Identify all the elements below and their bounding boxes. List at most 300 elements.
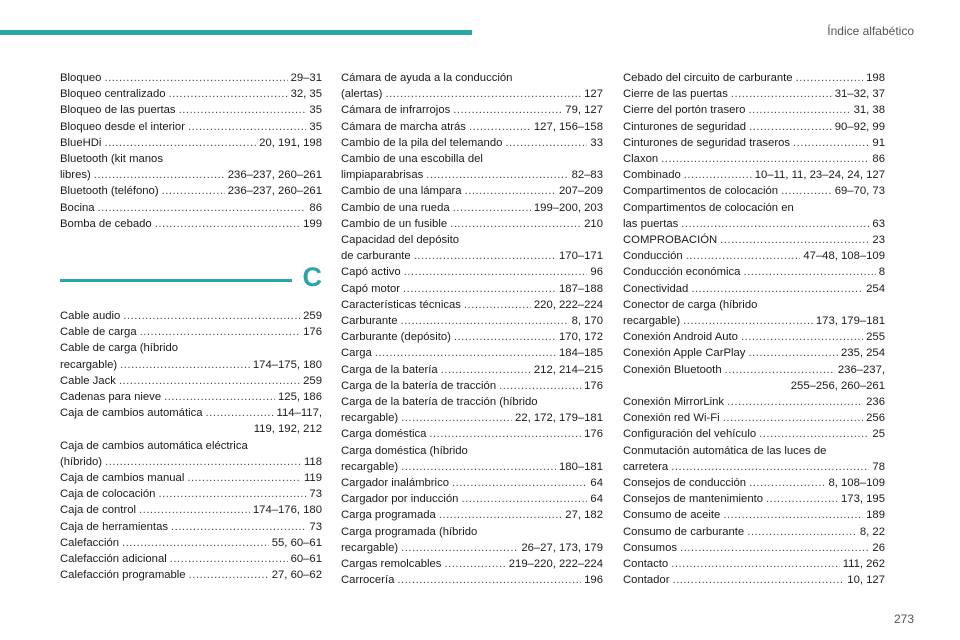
- index-entry-text: Capó activo: [341, 266, 401, 279]
- index-entry-text: Conexión red Wi-Fi: [623, 412, 720, 425]
- index-entry-text: Compartimentos de colocación: [623, 185, 779, 198]
- page-reference[interactable]: 219–220, 222–224: [508, 558, 603, 571]
- index-entry-text: Configuración del vehículo: [623, 428, 757, 441]
- index-column-2: [341, 70, 603, 589]
- index-entry-text: limpiaparabrisas: [341, 169, 424, 182]
- dot-leader: [741, 329, 863, 345]
- index-entry-text: BlueHDi: [60, 136, 102, 149]
- page-reference[interactable]: 220, 222–224: [533, 298, 603, 311]
- page-reference[interactable]: 33: [590, 136, 603, 149]
- page-reference[interactable]: 212, 214–215: [533, 363, 603, 376]
- index-entry-text: Bloqueo: [60, 72, 102, 84]
- index-entry-text: Cinturones de seguridad traseros: [623, 136, 791, 149]
- index-entry-text: carretera: [623, 460, 669, 473]
- index-entry-text: Carga programada (híbrido: [341, 525, 478, 538]
- dot-leader: [158, 486, 306, 502]
- dot-leader: [401, 313, 569, 329]
- index-entry-text: Cable de carga (híbrido: [60, 342, 179, 355]
- index-entry[interactable]: [623, 524, 885, 540]
- index-entry-text: Cable de carga: [60, 326, 137, 339]
- dot-leader: [120, 357, 250, 373]
- index-entry[interactable]: [623, 70, 885, 86]
- dot-leader: [686, 248, 801, 264]
- index-entry-text: Carburante (depósito): [341, 331, 451, 344]
- page-reference[interactable]: 127, 156–158: [533, 120, 603, 133]
- page-reference[interactable]: 8, 170: [571, 315, 603, 328]
- index-entry[interactable]: [60, 340, 322, 372]
- index-entry-text: Carburante: [341, 315, 398, 328]
- index-entry[interactable]: [60, 389, 322, 405]
- page-reference[interactable]: 86: [872, 153, 885, 166]
- dot-leader: [743, 264, 875, 280]
- index-entry-text: Caja de cambios manual: [60, 472, 185, 485]
- index-entry[interactable]: [623, 507, 885, 523]
- page-reference[interactable]: 187–188: [559, 282, 603, 295]
- page-reference[interactable]: 236–237,: [837, 363, 885, 376]
- index-entry-text: Combinado: [623, 169, 681, 182]
- index-entry[interactable]: [341, 119, 603, 135]
- page-reference[interactable]: 69–70, 73: [834, 185, 885, 198]
- index-entry[interactable]: [341, 362, 603, 378]
- page-reference[interactable]: 90–92, 99: [834, 120, 885, 133]
- index-entry[interactable]: [341, 70, 603, 102]
- dot-leader: [375, 345, 556, 361]
- dot-leader: [155, 216, 300, 232]
- index-entry[interactable]: [623, 556, 885, 572]
- index-entry-text: Bluetooth (kit manos: [60, 153, 163, 166]
- index-entry[interactable]: [623, 297, 885, 329]
- index-entry-text: Consumos: [623, 541, 677, 554]
- index-entry-text: recargable): [623, 315, 681, 328]
- page-reference[interactable]: 111, 262: [842, 558, 885, 571]
- dot-leader: [94, 167, 225, 183]
- page-reference[interactable]: 176: [584, 379, 603, 392]
- page-reference[interactable]: 125, 186: [278, 391, 322, 404]
- dot-leader: [454, 329, 556, 345]
- page-reference[interactable]: 78: [872, 460, 885, 473]
- index-entry-text: Caja de control: [60, 504, 136, 517]
- index-entry[interactable]: [60, 470, 322, 486]
- index-entry[interactable]: [60, 70, 322, 86]
- page-reference[interactable]: 60–61: [290, 553, 322, 566]
- dot-leader: [187, 470, 301, 486]
- index-entry[interactable]: [60, 151, 322, 183]
- page-reference[interactable]: 79, 127: [565, 104, 603, 117]
- page-reference[interactable]: 64: [590, 477, 603, 490]
- index-entry-text: Conexión Apple CarPlay: [623, 347, 746, 360]
- index-entry[interactable]: [623, 426, 885, 442]
- page-reference[interactable]: 189: [866, 509, 885, 522]
- index-entry[interactable]: [623, 345, 885, 361]
- index-entry-text: Conducción económica: [623, 266, 741, 279]
- dot-leader: [748, 345, 838, 361]
- index-entry[interactable]: [60, 308, 322, 324]
- page-reference[interactable]: 32, 35: [290, 88, 322, 101]
- index-entry-text: Cámara de ayuda a la conducción: [341, 72, 513, 84]
- index-entry-text: Cadenas para nieve: [60, 391, 162, 404]
- index-entry-text: Bomba de cebado: [60, 217, 152, 230]
- page-reference[interactable]: 73: [309, 488, 322, 501]
- index-entry-text: Consejos de mantenimiento: [623, 493, 764, 506]
- dot-leader: [453, 200, 531, 216]
- index-entry-text: Caja de herramientas: [60, 520, 169, 533]
- index-entry-text: Conducción: [623, 250, 683, 263]
- page-reference[interactable]: 184–185: [559, 347, 603, 360]
- page-reference[interactable]: 96: [590, 266, 603, 279]
- index-entry[interactable]: [341, 135, 603, 151]
- page-reference[interactable]: 35: [309, 120, 322, 133]
- page-reference[interactable]: 196: [584, 574, 603, 587]
- dot-leader: [748, 102, 850, 118]
- page-reference[interactable]: 236–237, 260–261: [227, 185, 322, 198]
- index-entry-text: Consejos de conducción: [623, 477, 747, 490]
- dot-leader: [105, 454, 301, 470]
- index-entry-text: Características técnicas: [341, 298, 461, 311]
- dot-leader: [385, 86, 581, 102]
- dot-leader: [720, 232, 869, 248]
- index-entry[interactable]: [341, 183, 603, 199]
- dot-leader: [680, 540, 869, 556]
- index-entry[interactable]: [341, 200, 603, 216]
- dot-leader: [766, 491, 838, 507]
- page-reference[interactable]: 26–27, 173, 179: [521, 541, 603, 554]
- index-entry[interactable]: [341, 216, 603, 232]
- page-reference[interactable]: 173, 179–181: [815, 315, 885, 328]
- index-entry-text: (alertas): [341, 88, 383, 101]
- dot-leader: [98, 200, 307, 216]
- index-entry[interactable]: [341, 102, 603, 118]
- index-entry[interactable]: [60, 200, 322, 216]
- page-reference[interactable]: 119: [303, 472, 322, 485]
- index-entry-text: Cable Jack: [60, 374, 116, 387]
- dot-leader: [759, 426, 869, 442]
- index-entry-text: Bluetooth (teléfono): [60, 185, 159, 198]
- dot-leader: [725, 362, 835, 378]
- index-entry[interactable]: [623, 167, 885, 183]
- page-reference[interactable]: 8, 22: [859, 525, 885, 538]
- index-entry[interactable]: [623, 200, 885, 232]
- index-entry[interactable]: [623, 410, 885, 426]
- index-entry-text: Cambio de una lámpara: [341, 185, 462, 198]
- page-number: 273: [893, 612, 914, 626]
- index-entry-text: Conectividad: [623, 282, 689, 295]
- index-entry-text: Calefacción programable: [60, 569, 186, 582]
- index-entry-text: Caja de cambios automática eléctrica: [60, 439, 248, 452]
- index-entry[interactable]: [341, 232, 603, 264]
- index-entry[interactable]: [60, 535, 322, 551]
- index-entry-text: Cambio de la pila del telemando: [341, 136, 503, 149]
- index-entry[interactable]: [623, 102, 885, 118]
- index-entry-text: Cámara de infrarrojos: [341, 104, 451, 117]
- page-reference[interactable]: 26: [872, 541, 885, 554]
- dot-leader: [401, 410, 512, 426]
- dot-leader: [404, 264, 588, 280]
- index-entry[interactable]: [341, 507, 603, 523]
- index-entry-text: Cierre del portón trasero: [623, 104, 746, 117]
- page-reference[interactable]: 73: [309, 520, 322, 533]
- page-reference[interactable]: 176: [584, 428, 603, 441]
- dot-leader: [426, 167, 568, 183]
- index-entry-text: Conector de carga (híbrido: [623, 298, 758, 311]
- index-entry[interactable]: [341, 378, 603, 394]
- dot-leader: [781, 183, 832, 199]
- index-entry-text: Conmutación automática de las luces de: [623, 444, 827, 457]
- page-reference[interactable]: 259: [303, 374, 322, 387]
- index-entry[interactable]: [623, 362, 885, 394]
- page-reference[interactable]: 207–209: [559, 185, 603, 198]
- index-entry[interactable]: [60, 486, 322, 502]
- dot-leader: [429, 426, 581, 442]
- index-entry-text: Cámara de marcha atrás: [341, 120, 466, 133]
- dot-leader: [414, 248, 556, 264]
- page-reference-continued[interactable]: 119, 192, 212: [253, 423, 322, 436]
- letter-divider: [60, 256, 322, 308]
- index-entry[interactable]: [60, 102, 322, 118]
- index-entry[interactable]: [60, 567, 322, 583]
- index-entry-text: Cargador por inducción: [341, 493, 459, 506]
- index-entry[interactable]: [341, 524, 603, 556]
- index-entry-text: Bloqueo desde el interior: [60, 120, 185, 133]
- index-entry[interactable]: [341, 426, 603, 442]
- index-entry[interactable]: [623, 248, 885, 264]
- page-reference[interactable]: 31, 38: [853, 104, 885, 117]
- index-entry-text: Conexión Android Auto: [623, 331, 738, 344]
- page-reference[interactable]: 210: [584, 217, 603, 230]
- index-entry[interactable]: [623, 135, 885, 151]
- page-reference[interactable]: 255: [866, 331, 885, 344]
- page-reference[interactable]: 174–175, 180: [252, 358, 322, 371]
- page-reference[interactable]: 199: [303, 217, 322, 230]
- dot-leader: [104, 70, 287, 86]
- page-reference[interactable]: 22, 172, 179–181: [515, 412, 603, 425]
- page-reference[interactable]: 118: [303, 455, 322, 468]
- index-entry[interactable]: [341, 572, 603, 588]
- index-entry[interactable]: [60, 438, 322, 470]
- page-reference[interactable]: 20, 191, 198: [259, 136, 322, 149]
- page-reference[interactable]: 10–11, 11, 23–24, 24, 127: [754, 169, 885, 182]
- dot-leader: [793, 135, 869, 151]
- page-reference[interactable]: 174–176, 180: [252, 504, 322, 517]
- index-entry[interactable]: [60, 551, 322, 567]
- index-entry[interactable]: [341, 394, 603, 426]
- index-entry[interactable]: [623, 443, 885, 475]
- dot-leader: [450, 216, 581, 232]
- index-entry[interactable]: [60, 373, 322, 389]
- index-entry[interactable]: [623, 475, 885, 491]
- index-entry[interactable]: [623, 232, 885, 248]
- page-reference[interactable]: 29–31: [290, 72, 322, 84]
- dot-leader: [171, 519, 306, 535]
- index-entry[interactable]: [341, 297, 603, 313]
- index-entry[interactable]: [60, 502, 322, 518]
- page-reference[interactable]: 10, 127: [847, 574, 885, 587]
- index-entry[interactable]: [60, 119, 322, 135]
- dot-leader: [469, 119, 531, 135]
- index-entry-text: las puertas: [623, 217, 679, 230]
- section-letter: C: [302, 262, 322, 293]
- dot-leader: [403, 281, 556, 297]
- index-entry-text: Conexión Bluetooth: [623, 363, 722, 376]
- index-entry[interactable]: [60, 519, 322, 535]
- index-entry[interactable]: [341, 151, 603, 183]
- index-entry-text: Calefacción adicional: [60, 553, 167, 566]
- page-reference[interactable]: 82–83: [571, 169, 603, 182]
- index-entry-text: Consumo de carburante: [623, 525, 745, 538]
- page-reference[interactable]: 31–32, 37: [834, 88, 885, 101]
- index-entry[interactable]: [341, 313, 603, 329]
- section-title: Índice alfabético: [827, 24, 914, 38]
- index-entry[interactable]: [623, 151, 885, 167]
- index-entry-text: Bloqueo de las puertas: [60, 104, 176, 117]
- index-entry[interactable]: [623, 281, 885, 297]
- dot-leader: [461, 491, 587, 507]
- dot-leader: [401, 459, 556, 475]
- index-entry[interactable]: [60, 86, 322, 102]
- index-entry-text: Conexión MirrorLink: [623, 396, 725, 409]
- page-reference[interactable]: 25: [872, 428, 885, 441]
- dot-leader: [747, 524, 857, 540]
- index-column-3: [623, 70, 885, 589]
- index-entry-text: COMPROBACIÓN: [623, 234, 718, 247]
- index-entry[interactable]: [623, 264, 885, 280]
- dot-leader: [796, 70, 864, 86]
- dot-leader: [661, 151, 869, 167]
- index-entry[interactable]: [341, 329, 603, 345]
- index-entry[interactable]: [623, 394, 885, 410]
- index-entry[interactable]: [623, 329, 885, 345]
- index-entry-text: Cable audio: [60, 310, 121, 323]
- index-entry[interactable]: [341, 475, 603, 491]
- index-entry[interactable]: [60, 324, 322, 340]
- dot-leader: [140, 324, 301, 340]
- index-entry[interactable]: [341, 345, 603, 361]
- index-entry[interactable]: [341, 443, 603, 475]
- dot-leader: [179, 102, 307, 118]
- dot-leader: [189, 567, 269, 583]
- dot-leader: [684, 167, 752, 183]
- index-entry-text: Bloqueo centralizado: [60, 88, 166, 101]
- page-reference[interactable]: 199–200, 203: [533, 201, 603, 214]
- dot-leader: [723, 410, 863, 426]
- page-reference[interactable]: 127: [584, 88, 603, 101]
- index-entry[interactable]: [623, 119, 885, 135]
- page-reference[interactable]: 256: [866, 412, 885, 425]
- index-entry[interactable]: [60, 183, 322, 199]
- dot-leader: [122, 535, 269, 551]
- dot-leader: [691, 281, 863, 297]
- page-reference[interactable]: 236: [866, 396, 885, 409]
- index-entry-text: Cebado del circuito de carburante: [623, 72, 793, 84]
- page-reference-continued[interactable]: 255–256, 260–261: [790, 379, 885, 392]
- index-entry-text: Claxon: [623, 153, 659, 166]
- dot-leader: [749, 119, 832, 135]
- page-reference[interactable]: 170–171: [559, 250, 603, 263]
- page-reference[interactable]: 170, 172: [559, 331, 603, 344]
- index-entry-text: Cargador inalámbrico: [341, 477, 449, 490]
- index-entry[interactable]: [341, 264, 603, 280]
- index-entry-text: Carga doméstica: [341, 428, 427, 441]
- index-entry[interactable]: [623, 86, 885, 102]
- index-entry-text: recargable): [341, 460, 399, 473]
- index-entry-text: Compartimentos de colocación en: [623, 201, 794, 214]
- dot-leader: [749, 475, 825, 491]
- index-entry[interactable]: [623, 183, 885, 199]
- page-reference[interactable]: 8, 108–109: [828, 477, 885, 490]
- index-entry[interactable]: [623, 540, 885, 556]
- page-reference[interactable]: 27, 60–62: [271, 569, 322, 582]
- page-reference[interactable]: 55, 60–61: [271, 536, 322, 549]
- page-reference[interactable]: 180–181: [559, 460, 603, 473]
- dot-leader: [397, 572, 581, 588]
- page-reference[interactable]: 63: [872, 217, 885, 230]
- dot-leader: [123, 308, 300, 324]
- index-entry-text: Cargas remolcables: [341, 558, 442, 571]
- page-reference[interactable]: 64: [590, 493, 603, 506]
- index-entry[interactable]: [341, 491, 603, 507]
- dot-leader: [444, 556, 505, 572]
- page-reference[interactable]: 235, 254: [841, 347, 885, 360]
- dot-leader: [723, 507, 863, 523]
- index-entry[interactable]: [623, 572, 885, 588]
- index-entry-text: Contador: [623, 574, 670, 587]
- page-reference[interactable]: 91: [872, 136, 885, 149]
- page-reference[interactable]: 35: [309, 104, 322, 117]
- dot-leader: [170, 551, 288, 567]
- index-entry-text: Cinturones de seguridad: [623, 120, 747, 133]
- dot-leader: [683, 313, 813, 329]
- index-entry-text: recargable): [341, 541, 399, 554]
- header-accent-bar: [0, 30, 472, 35]
- page-reference[interactable]: 47–48, 108–109: [803, 250, 885, 263]
- dot-leader: [465, 183, 556, 199]
- page-reference[interactable]: 114–117,: [276, 407, 322, 420]
- page-reference[interactable]: 259: [303, 310, 322, 323]
- page-reference[interactable]: 27, 182: [565, 509, 603, 522]
- dot-leader: [164, 389, 275, 405]
- page-reference[interactable]: 86: [309, 201, 322, 214]
- page-reference[interactable]: 176: [303, 326, 322, 339]
- index-entry-text: Carga de la batería de tracción: [341, 379, 497, 392]
- dot-leader: [139, 502, 250, 518]
- index-entry-text: de carburante: [341, 250, 411, 263]
- page-reference[interactable]: 236–237, 260–261: [227, 169, 322, 182]
- dot-leader: [453, 102, 562, 118]
- dot-leader: [731, 86, 832, 102]
- index-entry[interactable]: [341, 281, 603, 297]
- index-entry-text: recargable): [60, 358, 118, 371]
- index-entry[interactable]: [60, 405, 322, 437]
- page-reference[interactable]: 198: [866, 72, 885, 84]
- index-entry-text: Capacidad del depósito: [341, 234, 460, 247]
- index-entry[interactable]: [60, 135, 322, 151]
- page-reference[interactable]: 254: [866, 282, 885, 295]
- index-entry-text: Carga: [341, 347, 372, 360]
- dot-leader: [505, 135, 587, 151]
- index-entry-text: recargable): [341, 412, 399, 425]
- dot-leader: [206, 405, 274, 421]
- dot-leader: [104, 135, 256, 151]
- dot-leader: [672, 572, 844, 588]
- index-entry[interactable]: [623, 491, 885, 507]
- page-reference[interactable]: 173, 195: [841, 493, 885, 506]
- index-entry[interactable]: [60, 216, 322, 232]
- dot-leader: [119, 373, 300, 389]
- page-reference[interactable]: 23: [872, 234, 885, 247]
- index-entry-text: Carga doméstica (híbrido: [341, 444, 468, 457]
- page-reference[interactable]: 8: [878, 266, 885, 279]
- index-entry-text: Calefacción: [60, 536, 120, 549]
- index-entry[interactable]: [341, 556, 603, 572]
